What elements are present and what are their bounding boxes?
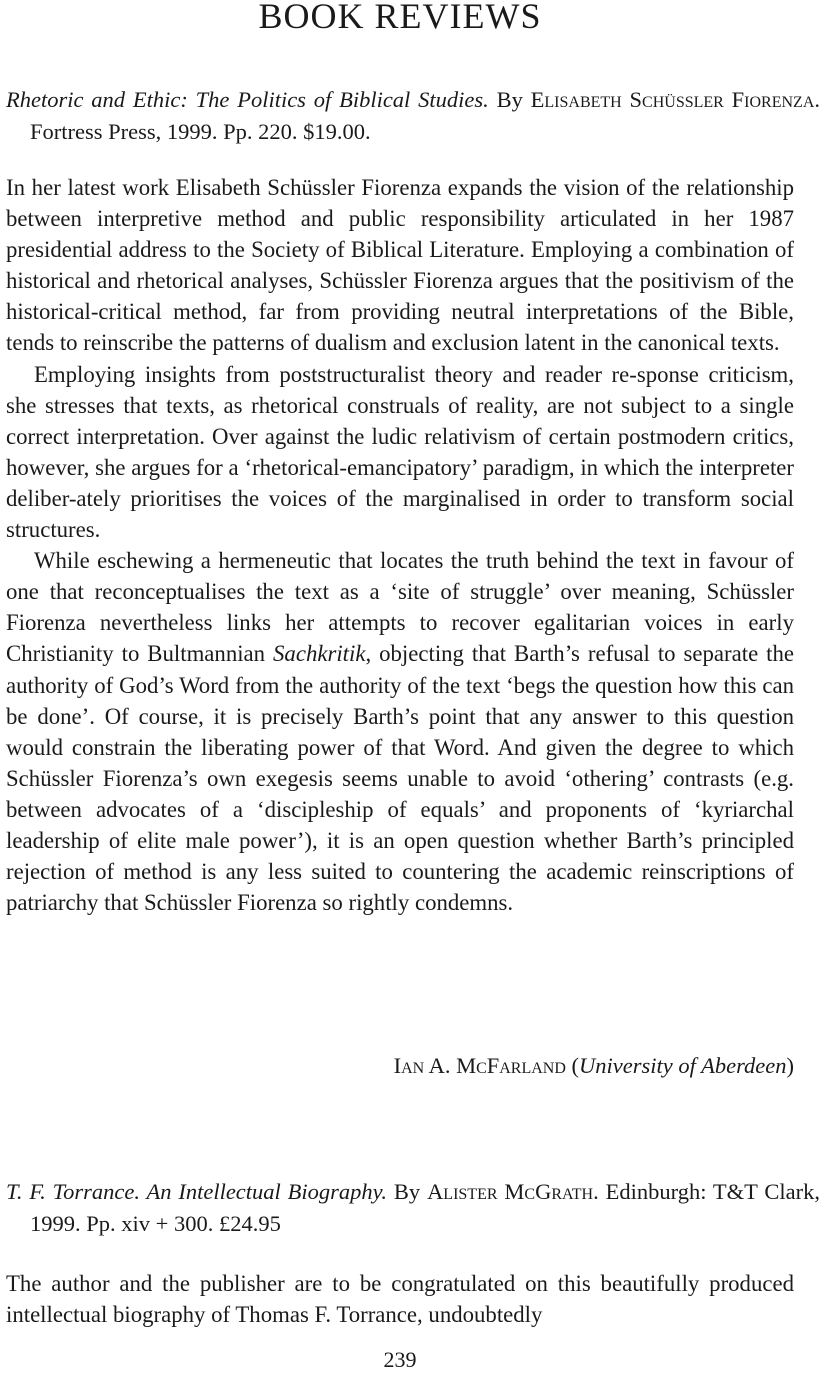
page-number: 239 [383,1347,417,1372]
review1-body [6,172,794,918]
review1-citation [6,84,820,148]
review1-author: Elisabeth Schüssler Fiorenza [530,87,815,112]
review2-citation [6,1176,820,1240]
review2-body [6,1268,794,1330]
review1-paragraph-3-part-b: , objecting that Barth’s refusal to separate the authority of God’s Word from the authority of the text ‘begs the question how this can be done’. Of course, it is precisely Barth’s point that any answer to this question would constrain the liberating power of that Word. And given the degree to which Schüssler Fiorenza’s own exegesis seems unable to avoid ‘othering’ contrasts (e.g. between advocates of a ‘discipleship of equals’ and proponents of ‘kyriarchal leadership of elite male power’), it is an open question whether Barth’s principled rejection of method is any less suited to countering the academic reinscriptions of patriarchy that Schüssler Fiorenza so rightly condemns. [6,641,794,916]
review1-paragraph-2: Employing insights from poststructuralist theory and reader re-sponse criticism, she stresses that texts, as rhetorical construals of reality, are not subject to a single correct interpretation. Over against the ludic relativism of certain postmodern critics, however, she argues for a ‘rhetorical-emancipatory’ paradigm, in which the interpreter deliber-ately prioritises the voices of the marginalised in order to transform social structures. [6,361,794,543]
review2-book-title: T. F. Torrance. An Intellectual Biography. [6,1179,388,1204]
review1-publisher-info: . Fortress Press, 1999. Pp. 220. $19.00. [30,87,820,144]
reviewer-affiliation: University of Aberdeen [579,1053,787,1078]
review2-publisher-info: . Edinburgh: T&T Clark, 1999. Pp. xiv + 300. £24.95 [30,1179,820,1236]
review1-book-title: Rhetoric and Ethic: The Politics of Biblical Studies. [6,87,489,112]
section-heading: BOOK REVIEWS [258,0,542,36]
review2-paragraph-1: The author and the publisher are to be congratulated on this beautifully produced intellectual biography of Thomas F. Torrance, undoubtedly [6,1271,794,1328]
reviewer-open-paren: ( [565,1053,580,1078]
review1-paragraph-3-part-a: While eschewing a hermeneutic that locates the truth behind the text in favour of one that reconceptualises the text as a ‘site of struggle’ over meaning, Schüssler Fiorenza nevertheless links her attempts to recover egalitarian voices in early Christianity to Bultmannian [6,548,794,667]
reviewer-close-paren: ) [786,1053,794,1078]
review2-by: By [393,1179,421,1204]
review2-author: Alister McGrath [427,1179,594,1204]
reviewer-name: Ian A. McFarland [393,1053,566,1078]
review1-signature [394,1050,794,1082]
review1-paragraph-3-term: Sachkritik [273,641,366,667]
review1-paragraph-1: In her latest work Elisabeth Schüssler Fiorenza expands the vision of the relationship between interpretive method and public responsibility articulated in her 1987 presidential address to the Society of Biblical Literature. Employing a combination of historical and rhetorical analyses, Schüssler Fiorenza argues that the positivism of the historical-critical method, far from providing neutral interpretations of the Bible, tends to reinscribe the patterns of dualism and exclusion latent in the canonical texts. [6,175,794,356]
review1-by: By [496,87,523,112]
review1-paragraph-3 [6,545,794,918]
